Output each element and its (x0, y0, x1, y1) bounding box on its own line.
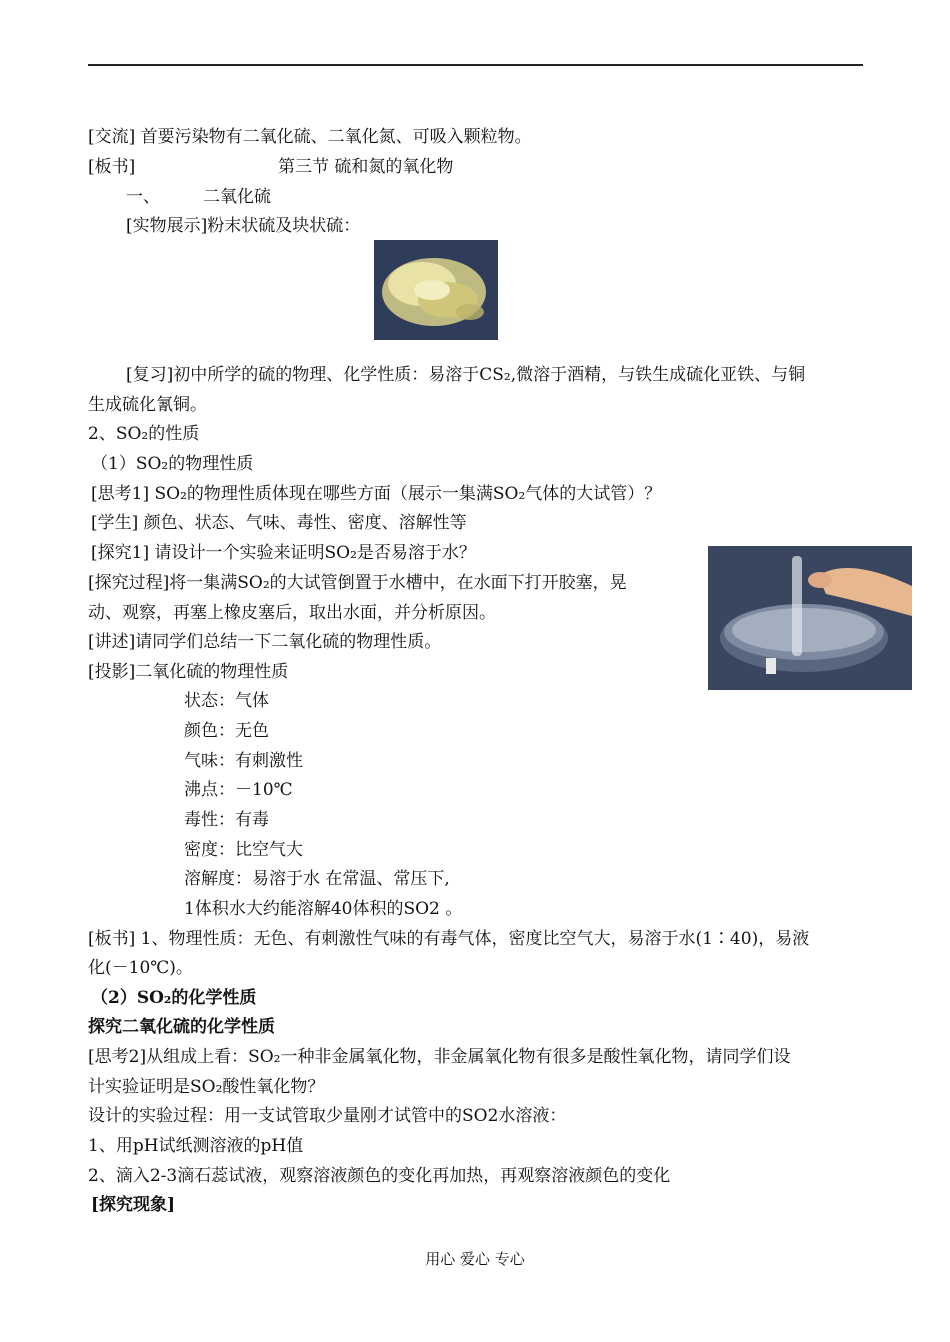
property-line: 气味：有刺激性 (184, 751, 303, 771)
text-line: 2、SO₂的性质 (88, 424, 200, 444)
text-line: 1、用pH试纸测溶液的pH值 (88, 1136, 304, 1156)
text-line: [复习]初中所学的硫的物理、化学性质：易溶于CS₂,微溶于酒精，与铁生成硫化亚铁、与铜 (126, 365, 806, 385)
text-line: 计实验证明是SO₂酸性氧化物？ (88, 1077, 325, 1097)
text-line: 化(－10℃)。 (88, 958, 193, 978)
property-line: 密度：比空气大 (184, 840, 303, 860)
text-line: [探究1] 请设计一个实验来证明SO₂是否易溶于水？ (91, 543, 476, 563)
text-line-label: [探究现象] (91, 1195, 176, 1215)
text-line: [思考1] SO₂的物理性质体现在哪些方面（展示一集满SO₂气体的大试管）？ (91, 484, 662, 504)
text-line: [板书] 1、物理性质：无色、有刺激性气味的有毒气体，密度比空气大，易溶于水(1∶40)，易液 (88, 929, 810, 949)
page-footer: 用心 爱心 专心 (425, 1250, 525, 1268)
text-line-label: [板书] (88, 157, 136, 177)
property-line: 溶解度：易溶于水 在常温、常压下, (184, 869, 450, 889)
text-line: [实物展示]粉末状硫及块状硫： (126, 216, 361, 236)
property-line: 1体积水大约能溶解40体积的SO2 。 (184, 899, 463, 919)
text-line: （1）SO₂的物理性质 (91, 454, 254, 474)
header-rule (88, 64, 863, 66)
text-line: 生成硫化氰铜。 (88, 395, 207, 415)
subsection-title: 二氧化硫 (203, 187, 271, 207)
property-line: 沸点：－10℃ (184, 780, 293, 800)
text-line: 2、滴入2-3滴石蕊试液，观察溶液颜色的变化再加热，再观察溶液颜色的变化 (88, 1166, 671, 1186)
text-line: 设计的实验过程：用一支试管取少量刚才试管中的SO2水溶液： (88, 1106, 567, 1126)
subsection-heading: 探究二氧化硫的化学性质 (88, 1017, 275, 1037)
text-line: [学生] 颜色、状态、气味、毒性、密度、溶解性等 (91, 513, 467, 533)
text-line: [讲述]请同学们总结一下二氧化硫的物理性质。 (88, 632, 442, 652)
property-line: 颜色：无色 (184, 721, 269, 741)
text-line: [探究过程]将一集满SO₂的大试管倒置于水槽中，在水面下打开胶塞，晃 (88, 573, 627, 593)
text-line: 动、观察，再塞上橡皮塞后，取出水面，并分析原因。 (88, 603, 496, 623)
text-line: [思考2]从组成上看：SO₂一种非金属氧化物，非金属氧化物有很多是酸性氧化物，请同学们设 (88, 1047, 791, 1067)
section-title: 第三节 硫和氮的氧化物 (278, 157, 454, 177)
subsection-heading: （2）SO₂的化学性质 (91, 988, 257, 1008)
text-line-numeral: 一、 (126, 187, 160, 207)
text-line: [投影]二氧化硫的物理性质 (88, 662, 289, 682)
test-tube-in-water-photo (708, 546, 912, 690)
sulfur-powder-photo (374, 240, 498, 340)
property-line: 状态：气体 (184, 691, 269, 711)
property-line: 毒性：有毒 (184, 810, 269, 830)
text-line: [交流] 首要污染物有二氧化硫、二氧化氮、可吸入颗粒物。 (88, 127, 532, 147)
